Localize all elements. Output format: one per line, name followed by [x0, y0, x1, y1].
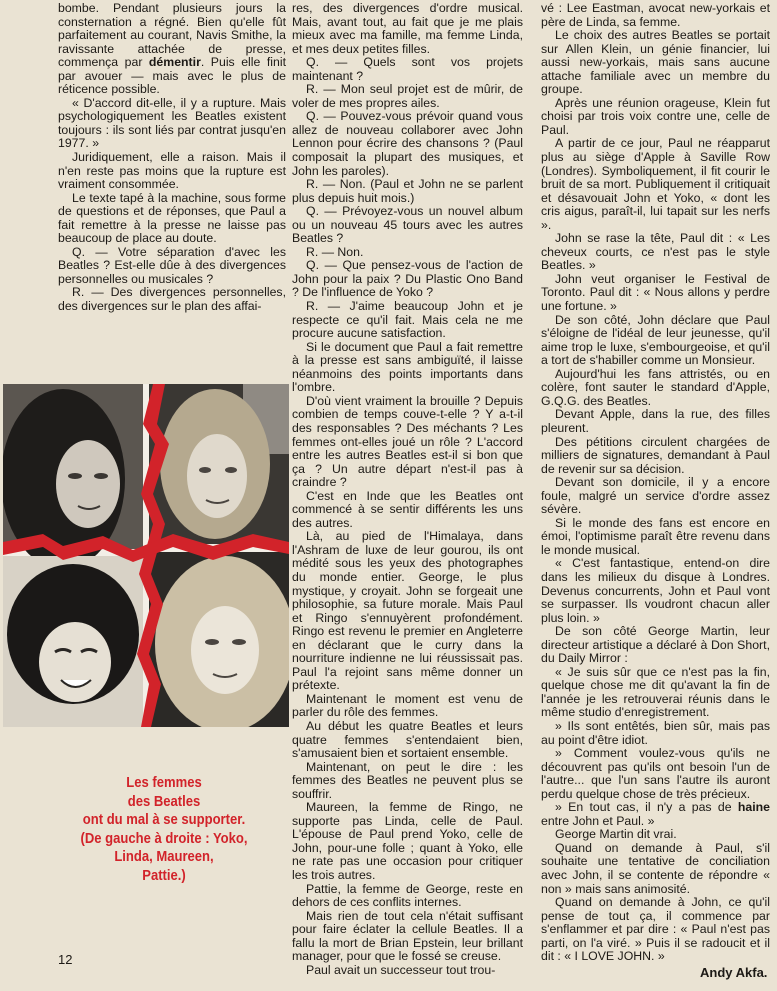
caption-line: ont du mal à se supporter.: [82, 812, 246, 828]
paragraph-text: Maintenant le moment est venu de parler du rôle des femmes.: [292, 691, 523, 720]
paragraph: [292, 761, 523, 802]
caption-line: Les femmes: [126, 775, 202, 791]
article-column-3: [541, 2, 770, 964]
paragraph: [292, 246, 523, 260]
paragraph-text: bombe. Pendant plusieurs jours la consternation a régné. Bien qu'elle fût parfaitement au courant, Navis Smithe, la ravissante attachée de presse, commença par: [58, 1, 286, 70]
paragraph: [541, 29, 770, 97]
paragraph: [58, 97, 286, 151]
paragraph-text: . Puis elle finit par avouer — mais avec le plus de réticence possible.: [58, 55, 286, 97]
paragraph: [292, 530, 523, 693]
paragraph: [58, 192, 286, 246]
paragraph: [541, 436, 770, 477]
paragraph-text: Le choix des autres Beatles se portait sur Allen Klein, un génie financier, lui aussi new-yorkais, mais sans aucune attache familiale avec un membre du groupe.: [541, 28, 770, 97]
paragraph-text: Quand on demande à John, ce qu'il pense de tout ça, il commence par s'enflammer et par dire : « Paul n'est pas parti, on l'a viré. » Puis il se radoucit et il dit : « I LOVE JOHN. »: [541, 895, 770, 964]
paragraph-text: Q. — Que pensez-vous de l'action de John pour la paix ? Du Plastic Ono Band ? De l'influence de Yoko ?: [292, 258, 523, 300]
paragraph: [292, 259, 523, 300]
paragraph: [292, 964, 523, 978]
photo-maureen: [3, 556, 143, 727]
paragraph: [292, 801, 523, 882]
paragraph: [541, 137, 770, 232]
paragraph-text: Des pétitions circulent chargées de milliers de signatures, demandant à Paul de revenir sur sa décision.: [541, 434, 770, 476]
paragraph: [541, 2, 770, 29]
paragraph-text: Le texte tapé à la machine, sous forme de questions et de réponses, que Paul a fait remettre à la presse ne laisse pas beaucoup de place au doute.: [58, 190, 286, 246]
paragraph: [292, 205, 523, 246]
paragraph: [541, 517, 770, 558]
paragraph: [292, 110, 523, 178]
page-number: 12: [58, 952, 73, 967]
paragraph-text: vé : Lee Eastman, avocat new-yorkais et père de Linda, sa femme.: [541, 1, 770, 29]
paragraph-text: Là, au pied de l'Himalaya, dans l'Ashram de luxe de leur gourou, ils ont médité sous les yeux des photographes du monde entier. George, le plus mystique, y croyait. John se forgeait une philosophie, sa future morale. Mais Paul et Ringo s'ennuyèrent profondément. Ringo est revenu le premier en Angleterre en déclarant que le curry dans la nourriture indienne ne lui réussissait pas. Paul l'a rejoint sans même donner un prétexte.: [292, 529, 523, 693]
paragraph: [58, 246, 286, 287]
paragraph-text: Q. — Votre séparation d'avec les Beatles ? Est-elle dûe à des divergences personnelles ou musicales ?: [58, 244, 286, 286]
paragraph-text: R. — Des divergences personnelles, des divergences sur le plan des affai-: [58, 285, 286, 314]
paragraph-text: Paul avait un successeur tout trou-: [306, 962, 496, 977]
paragraph-text: George Martin dit vrai.: [555, 827, 677, 842]
paragraph-text: Aujourd'hui les fans attristés, ou en colère, font sauter le standard d'Apple, G.Q.G. des Beatles.: [541, 366, 770, 408]
paragraph-text: Maintenant, on peut le dire : les femmes des Beatles ne peuvent plus se souffrir.: [292, 759, 523, 801]
paragraph: [541, 557, 770, 625]
paragraph-text: Q. — Prévoyez-vous un nouvel album ou un nouveau 45 tours avec les autres Beatles ?: [292, 204, 523, 246]
paragraph-text: » Comment voulez-vous qu'ils ne découvrent pas qu'ils ont besoin l'un de l'autre... que l'un sans l'autre ils auront perdu quelque chose de très précieux.: [541, 746, 770, 801]
paragraph-text: « Je suis sûr que ce n'est pas la fin, quelque chose me dit qu'avant la fin de l'année je les retrouverai réunis dans le même studio d'enregistrement.: [541, 664, 770, 720]
emphasis-text: haine: [737, 800, 770, 815]
paragraph: [541, 666, 770, 720]
paragraph-text: Maureen, la femme de Ringo, ne supporte pas Linda, celle de Paul. L'épouse de Paul prend Yoko, celle de John, pour-une folle ; quant à Yoko, elle ne rate pas une occasion pour critiquer les trois autres.: [292, 800, 523, 882]
caption-line: (De gauche à droite : Yoko,: [80, 830, 248, 847]
paragraph: [541, 314, 770, 368]
paragraph-text: A partir de ce jour, Paul ne réapparut plus au siège d'Apple à Saville Row (Londres). Symboliquement, il fit courir le bruit de sa mort. Publiquement il critiquait et désavouait John et Yoko, « dont les cris aigus, paraît-il, lui tapait sur les nerfs ».: [541, 136, 770, 232]
paragraph: [541, 720, 770, 747]
paragraph-text: John veut organiser le Festival de Toronto. Paul dit : « Nous allons y perdre une fortune. »: [541, 271, 770, 314]
author-signature: Andy Akfa.: [700, 965, 768, 980]
paragraph-text: De son côté, John déclare que Paul s'éloigne de l'idéal de leur jeunesse, qu'il aime trop le luxe, s'embourgeoise, et qu'il a tort de s'habiller comme un Monsieur.: [541, 312, 770, 368]
paragraph-text: res, des divergences d'ordre musical. Mais, avant tout, au fait que je me plais mieux avec ma famille, ma femme Linda, et mes deux petites filles.: [292, 1, 523, 56]
paragraph-text: Si le document que Paul a fait remettre à la presse est sans ambiguïté, il laisse néanmoins des points importants dans l'ombre.: [292, 339, 523, 395]
photo-caption: [52, 774, 275, 885]
paragraph: [541, 97, 770, 138]
paragraph-text: Mais rien de tout cela n'était suffisant pour faire éclater la cellule Beatles. Il a fallu la mort de Brian Epstein, leur brillant manager, pour que le fossé se creuse.: [292, 908, 523, 964]
paragraph: [541, 842, 770, 896]
paragraph: [58, 286, 286, 313]
paragraph-text: Après une réunion orageuse, Klein fut choisi par trois voix contre une, celle de Paul.: [541, 95, 770, 137]
paragraph-text: John se rase la tête, Paul dit : « Les cheveux courts, ce n'est pas le style Beatles. »: [541, 231, 770, 273]
paragraph: [541, 801, 770, 828]
paragraph-text: Devant Apple, dans la rue, des filles pleurent.: [541, 407, 770, 435]
caption-line: Pattie.): [142, 867, 186, 884]
article-column-2: [292, 2, 523, 977]
beatles-wives-photo-collage: [3, 384, 289, 727]
article-column-1: [58, 2, 286, 314]
paragraph-text: « D'accord dit-elle, il y a rupture. Mais psychologiquement les Beatles existent toujours : ils sont liés par contrat jusqu'en 1977. »: [58, 95, 286, 151]
paragraph: [292, 910, 523, 964]
paragraph: [541, 896, 770, 964]
paragraph: [541, 625, 770, 666]
paragraph-text: Q. — Pouvez-vous prévoir quand vous allez de nouveau collaborer avec John Lennon pour écrire des chansons ? (Paul composait la plupart des musiques, et John les paroles).: [292, 109, 523, 178]
paragraph: [541, 408, 770, 435]
paragraph-text: Pattie, la femme de George, reste en dehors de ces conflits internes.: [292, 881, 523, 910]
paragraph: [292, 56, 523, 83]
paragraph: [58, 2, 286, 97]
paragraph: [292, 883, 523, 910]
paragraph-text: D'où vient vraiment la brouille ? Depuis combien de temps couve-t-elle ? Y a-t-il des responsables ? Des méchants ? Les femmes ont-elles joué un rôle ? L'accord entre les autres Beatles est-il si bon que ça ? Un autre départ n'est-il pas à craindre ?: [292, 393, 523, 490]
paragraph: [292, 720, 523, 761]
paragraph: [292, 341, 523, 395]
paragraph-text: Devant son domicile, il y a encore foule, malgré un service d'ordre assez sévère.: [541, 475, 770, 517]
paragraph-text: R. — Mon seul projet est de mûrir, de voler de mes propres ailes.: [292, 82, 523, 110]
paragraph: [292, 693, 523, 720]
photo-pattie: [149, 552, 289, 727]
paragraph-text: Q. — Quels sont vos projets maintenant ?: [292, 55, 523, 83]
paragraph: [541, 828, 770, 842]
paragraph-text: Quand on demande à Paul, s'il souhaite une tentative de conciliation avec John, il se contente de répondre « non » mais sans animosité.: [541, 840, 770, 896]
paragraph: [541, 232, 770, 273]
paragraph-text: R. — Non. (Paul et John ne se parlent plus depuis huit mois.): [292, 177, 523, 205]
paragraph: [292, 395, 523, 490]
paragraph: [58, 151, 286, 192]
paragraph-text: Juridiquement, elle a raison. Mais il n'en reste pas moins que la rupture est vraiment consommée.: [58, 150, 286, 192]
paragraph: [292, 2, 523, 56]
paragraph-text: entre John et Paul. »: [541, 813, 655, 828]
caption-line: des Beatles: [127, 793, 201, 810]
paragraph: [292, 83, 523, 110]
paragraph-text: « C'est fantastique, entend-on dire dans les milieux du disque à Londres. Devenus concurrents, John et Paul vont se surpasser. Ils voudront chacun aller plus loin. »: [541, 556, 770, 625]
paragraph-text: » En tout cas, il n'y a pas de: [555, 800, 738, 815]
paragraph: [541, 368, 770, 409]
paragraph: [541, 476, 770, 517]
paragraph: [292, 300, 523, 341]
emphasis-text: démentir: [148, 55, 201, 70]
paragraph-text: De son côté George Martin, leur directeur artistique a déclaré à Don Short, du Daily Mirror :: [541, 624, 770, 666]
paragraph-text: Au début les quatre Beatles et leurs quatre femmes s'entendaient bien, s'amusaient bien et sortaient ensemble.: [292, 718, 523, 761]
paragraph-text: R. — Non.: [306, 244, 364, 259]
paragraph-text: C'est en Inde que les Beatles ont commencé à se sentir différents les uns des autres.: [292, 488, 523, 530]
paragraph: [292, 178, 523, 205]
paragraph: [541, 747, 770, 801]
photo-linda: [149, 384, 289, 544]
caption-line: Linda, Maureen,: [114, 849, 214, 865]
paragraph-text: » Ils sont entêtés, bien sûr, mais pas au point d'être idiot.: [541, 718, 770, 747]
paragraph: [541, 273, 770, 314]
paragraph-text: R. — J'aime beaucoup John et je respecte ce qu'il fait. Mais cela ne me procure aucune satisfaction.: [292, 299, 523, 341]
paragraph-text: Si le monde des fans est encore en émoi, l'optimisme paraît être revenu dans le monde musical.: [541, 515, 770, 557]
paragraph: [292, 490, 523, 531]
